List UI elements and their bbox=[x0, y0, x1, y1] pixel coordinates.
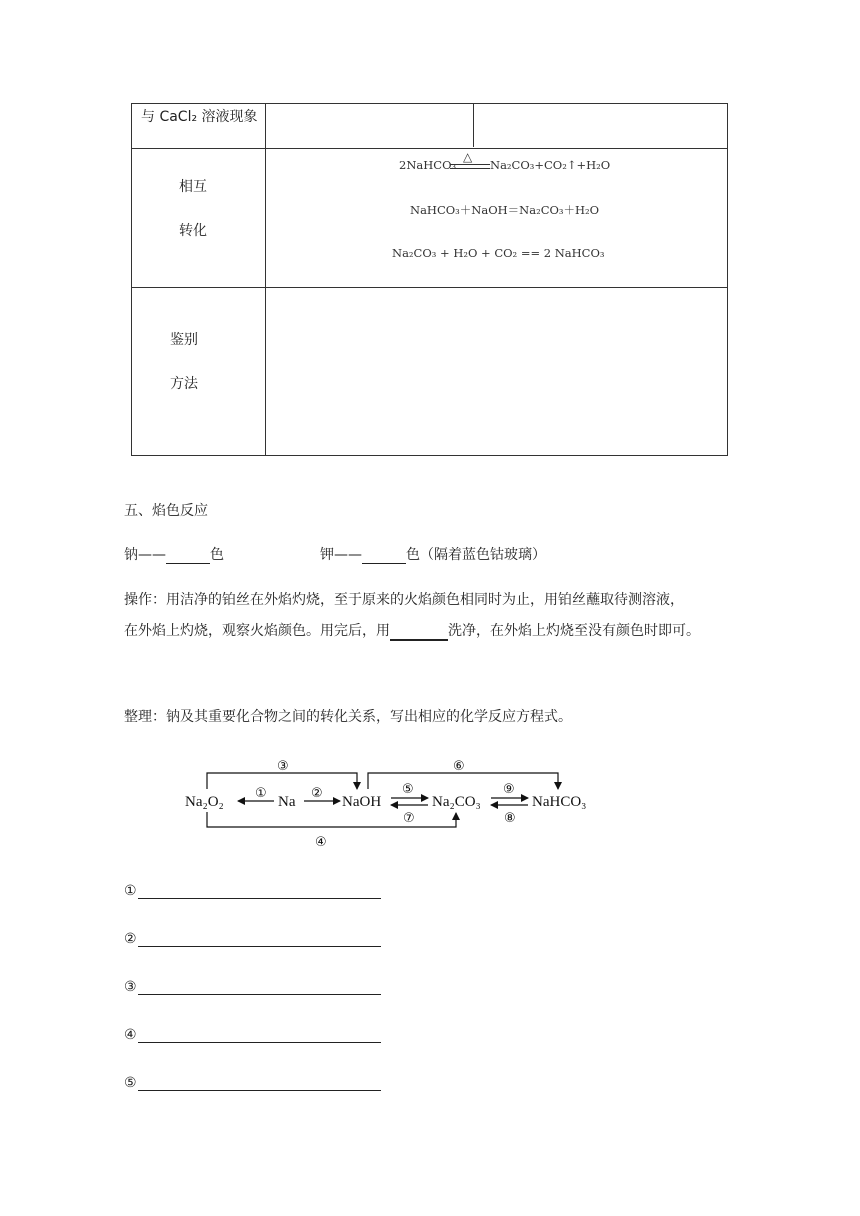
nahco3-label: NaHCO₃ bbox=[532, 794, 587, 810]
equation-3: Na₂CO₃ + H₂O + CO₂ == 2 NaHCO₃ bbox=[392, 246, 605, 260]
arrow-4 bbox=[207, 812, 456, 827]
equation-1-reactant: 2NaHCO₃ bbox=[399, 158, 457, 172]
step-8-label: ⑧ bbox=[504, 811, 516, 826]
step-6-label: ⑥ bbox=[453, 759, 465, 774]
row-label-convert-2: 转化 bbox=[179, 223, 207, 239]
step-4-label: ④ bbox=[315, 835, 327, 850]
operation-text-a: 在外焰上灼烧，观察火焰颜色。用完后，用 bbox=[124, 623, 390, 639]
answer-number: ④ bbox=[124, 1027, 137, 1043]
answer-number: ⑤ bbox=[124, 1075, 137, 1091]
row-label-cacl2: 与 CaCl₂ 溶液现象 bbox=[141, 109, 258, 125]
answer-line-1[interactable] bbox=[124, 883, 137, 899]
naoh-label: NaOH bbox=[342, 794, 382, 810]
summary-text: 整理：钠及其重要化合物之间的转化关系，写出相应的化学反应方程式。 bbox=[124, 709, 572, 725]
step-9-label: ⑨ bbox=[503, 782, 515, 797]
step-2-label: ② bbox=[311, 786, 323, 801]
step-1-label: ① bbox=[255, 786, 267, 801]
answer-number: ② bbox=[124, 931, 137, 947]
arrow-6 bbox=[368, 773, 558, 789]
sodium-prefix: 钠—— bbox=[124, 547, 166, 563]
row-label-convert-1: 相互 bbox=[179, 179, 207, 195]
answer-line-2[interactable] bbox=[124, 931, 137, 947]
row-label-identify-2: 方法 bbox=[170, 376, 198, 392]
answer-line-3[interactable] bbox=[124, 979, 137, 995]
equation-2: NaHCO₃＋NaOH＝Na₂CO₃＋H₂O bbox=[410, 203, 600, 217]
sodium-suffix: 色 bbox=[210, 547, 224, 563]
answer-line-5[interactable] bbox=[124, 1075, 137, 1091]
na2co3-label: Na₂CO₃ bbox=[432, 794, 481, 810]
answer-number: ③ bbox=[124, 979, 137, 995]
row-label-identify-1: 鉴别 bbox=[170, 332, 198, 348]
equation-1-products: Na₂CO₃+CO₂↑+H₂O bbox=[490, 158, 611, 172]
operation-text-b: 洗净，在外焰上灼烧至没有颜色时即可。 bbox=[448, 623, 700, 639]
step-3-label: ③ bbox=[277, 759, 289, 774]
heat-condition-symbol: △ bbox=[463, 150, 473, 164]
answer-number: ① bbox=[124, 883, 137, 899]
na-label: Na bbox=[278, 794, 296, 810]
step-5-label: ⑤ bbox=[402, 782, 414, 797]
section-heading: 五、焰色反应 bbox=[124, 503, 208, 519]
step-7-label: ⑦ bbox=[403, 811, 415, 826]
operation-line-1: 操作：用洁净的铂丝在外焰灼烧，至于原来的火焰颜色相同时为止，用铂丝蘸取待测溶液， bbox=[124, 592, 684, 608]
answer-line-4[interactable] bbox=[124, 1027, 137, 1043]
arrow-3 bbox=[207, 773, 357, 789]
potassium-prefix: 钾—— bbox=[320, 547, 362, 563]
potassium-suffix: 色（隔着蓝色钴玻璃） bbox=[406, 547, 546, 563]
na2o2-label: Na₂O₂ bbox=[185, 794, 224, 810]
